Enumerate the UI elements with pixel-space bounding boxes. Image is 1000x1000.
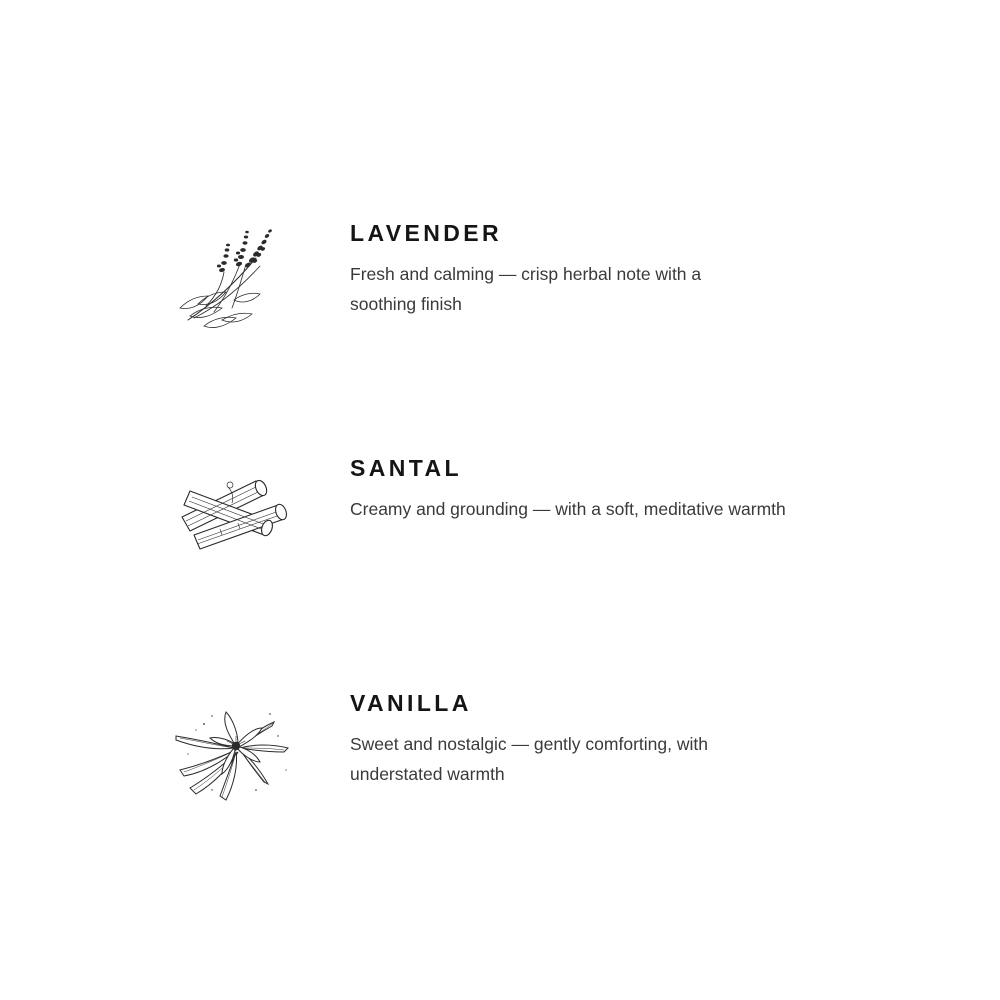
scent-name: LAVENDER <box>350 220 503 246</box>
sandalwood-sticks-illustration <box>160 443 310 583</box>
list-item <box>0 666 1000 901</box>
scent-description: Creamy and grounding — with a soft, meditative warmth <box>350 499 786 519</box>
scent-text-block <box>350 196 770 320</box>
lavender-sprig-illustration <box>160 208 310 348</box>
vanilla-flower-and-pods-illustration <box>160 678 310 818</box>
list-item <box>0 431 1000 666</box>
scent-description: Fresh and calming — crisp herbal note with a soothing finish <box>350 264 702 315</box>
scent-description: Sweet and nostalgic — gently comforting, with understated warmth <box>350 734 708 785</box>
scent-name: VANILLA <box>350 690 472 716</box>
list-item <box>0 196 1000 431</box>
scent-name: SANTAL <box>350 455 462 481</box>
scent-text-block <box>350 666 770 790</box>
scent-text-block <box>350 431 786 524</box>
scent-list <box>0 196 1000 901</box>
